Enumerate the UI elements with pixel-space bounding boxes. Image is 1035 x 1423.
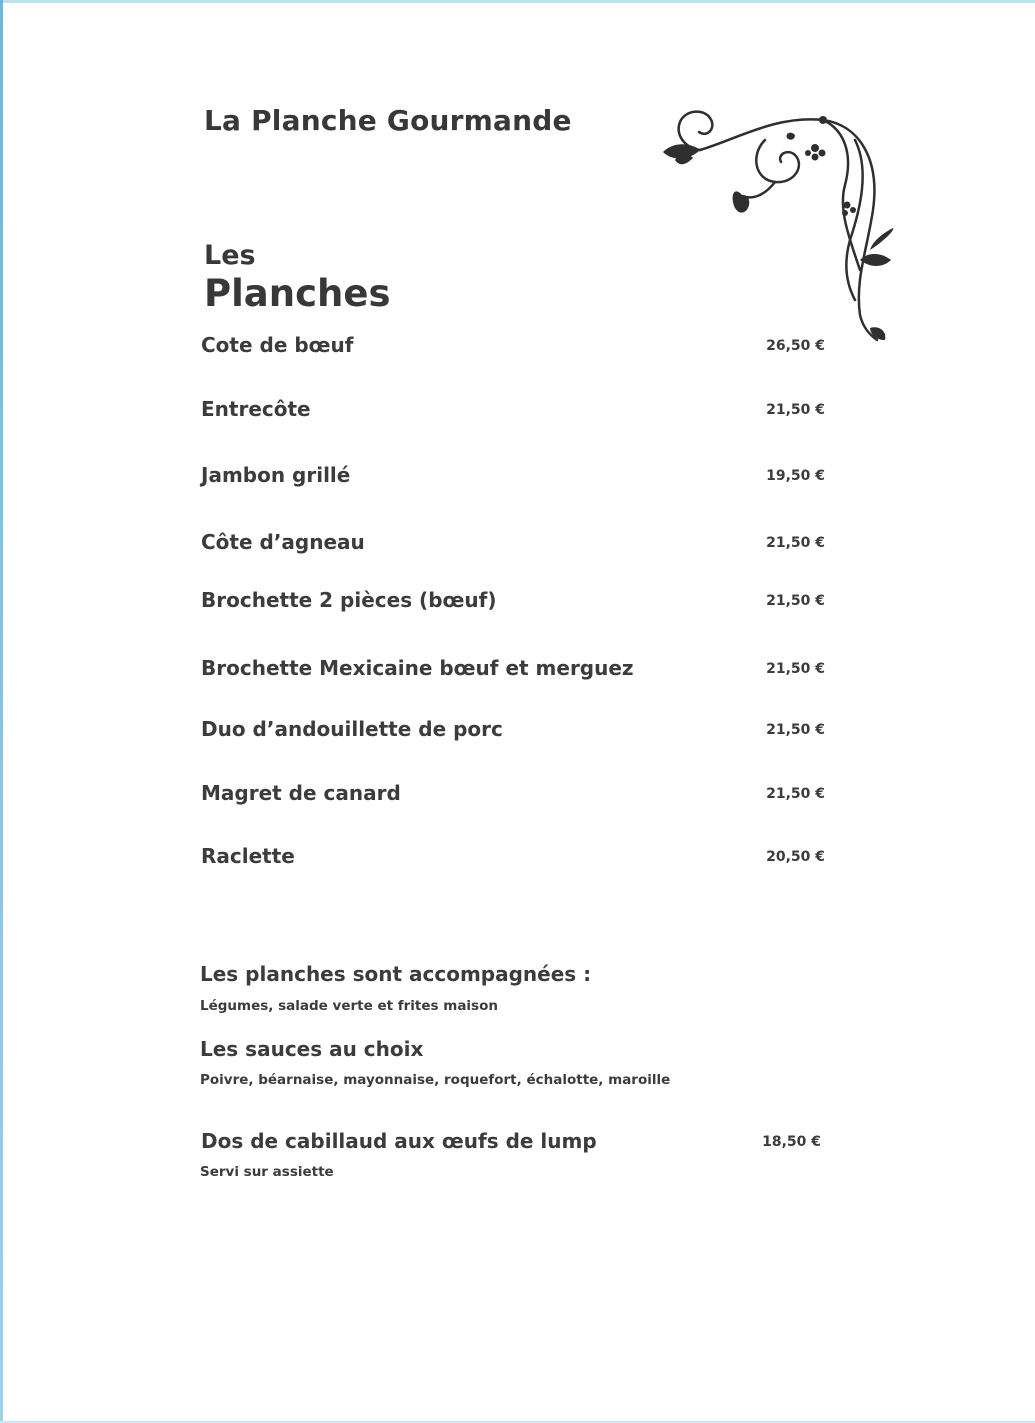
menu-item-price: 21,50 €	[766, 535, 825, 551]
section-title-planches: Planches	[204, 272, 391, 315]
menu-item	[201, 588, 831, 618]
menu-item	[201, 656, 831, 686]
menu-item-name: Jambon grillé	[201, 463, 351, 487]
page-edge-top	[0, 0, 1035, 3]
menu-item	[201, 333, 831, 363]
page-edge-left	[0, 0, 3, 1423]
menu-item-price: 21,50 €	[766, 402, 825, 418]
section-title-les: Les	[204, 240, 256, 271]
menu-item-name: Raclette	[201, 844, 295, 868]
menu-item	[201, 717, 831, 747]
sauces-heading: Les sauces au choix	[200, 1037, 424, 1061]
menu-item-price: 26,50 €	[766, 338, 825, 354]
menu-item	[201, 781, 831, 811]
fish-item-detail: Servi sur assiette	[200, 1164, 334, 1180]
menu-item-name: Brochette Mexicaine bœuf et merguez	[201, 656, 634, 680]
menu-item-name: Brochette 2 pièces (bœuf)	[201, 588, 497, 612]
floral-flourish-icon	[655, 100, 905, 350]
menu-item-name: Magret de canard	[201, 781, 401, 805]
menu-item	[201, 463, 831, 493]
fish-item	[201, 1129, 831, 1159]
menu-item-price: 20,50 €	[766, 849, 825, 865]
menu-item-price: 21,50 €	[766, 722, 825, 738]
menu-item-name: Duo d’andouillette de porc	[201, 717, 503, 741]
menu-item-name: Entrecôte	[201, 397, 311, 421]
menu-item-price: 21,50 €	[766, 786, 825, 802]
accompaniments-heading: Les planches sont accompagnées :	[200, 962, 592, 986]
fish-item-name: Dos de cabillaud aux œufs de lump	[201, 1129, 597, 1153]
restaurant-name: La Planche Gourmande	[204, 104, 572, 137]
fish-item-price: 18,50 €	[762, 1134, 821, 1150]
menu-item-price: 21,50 €	[766, 661, 825, 677]
menu-item	[201, 530, 831, 560]
menu-item-price: 19,50 €	[766, 468, 825, 484]
menu-item-name: Côte d’agneau	[201, 530, 365, 554]
accompaniments-detail: Légumes, salade verte et frites maison	[200, 998, 498, 1014]
sauces-detail: Poivre, béarnaise, mayonnaise, roquefort, échalotte, maroille	[200, 1072, 671, 1088]
menu-item-price: 21,50 €	[766, 593, 825, 609]
menu-item	[201, 844, 831, 874]
menu-item-name: Cote de bœuf	[201, 333, 354, 357]
menu-item	[201, 397, 831, 427]
